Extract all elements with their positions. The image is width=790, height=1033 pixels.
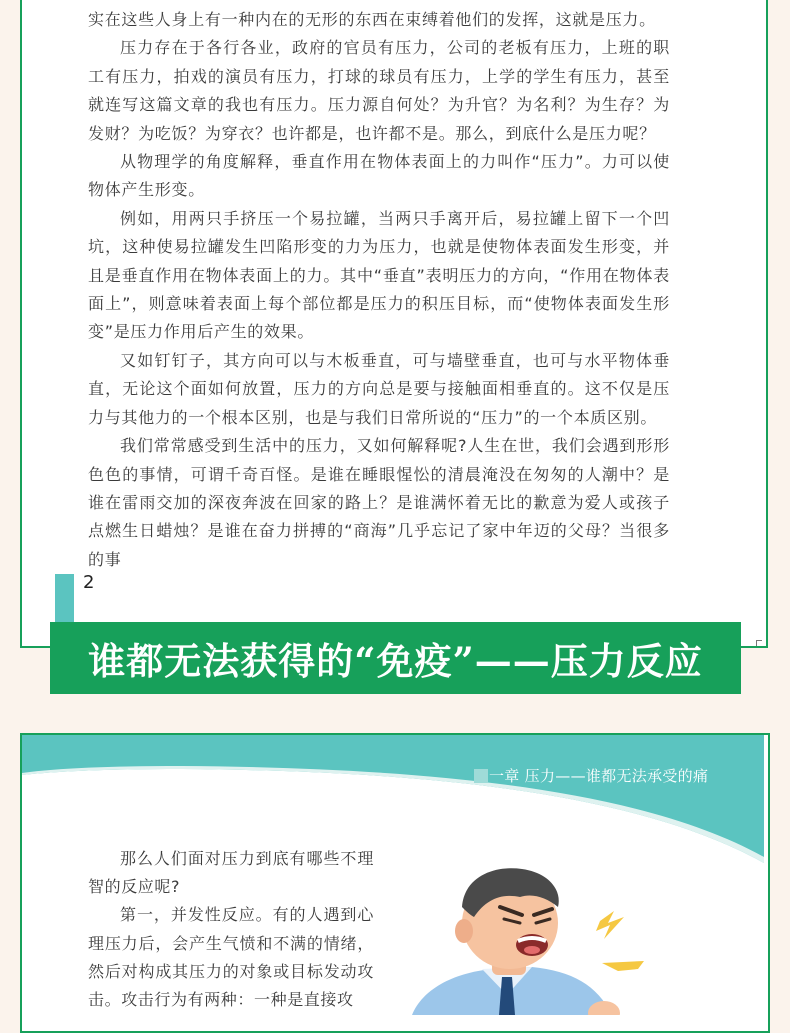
page2-body-text xyxy=(88,845,374,1014)
page1-body-text xyxy=(88,6,670,574)
chapter-header xyxy=(474,765,708,786)
chapter-marker-block xyxy=(474,769,488,783)
paragraph: 从物理学的角度解释，垂直作用在物体表面上的力叫作“压力”。力可以使物体产生形变。 xyxy=(88,152,670,200)
crop-mark xyxy=(756,640,762,646)
chapter-header-text: 一章 压力——谁都无法承受的痛 xyxy=(489,767,709,785)
paragraph: 又如钉钉子，其方向可以与木板垂直，可与墙壁垂直，也可与水平物体垂直，无论这个面如何放置，压力的方向总是要与接触面相垂直的。这不仅是压力与其他力的一个根本区别，也是与我们日常所说的“压力”的一个本质区别。 xyxy=(88,350,670,427)
angry-man-illustration xyxy=(382,845,682,1015)
paragraph: 例如，用两只手挤压一个易拉罐，当两只手离开后，易拉罐上留下一个凹坑，这种使易拉罐发生凹陷形变的力为压力，也就是使物体表面发生形变，并且是垂直作用在物体表面上的力。其中“垂直”表明压力的方向，“作用在物体表面上”，则意味着表面上每个部位都是压力的积压目标，而“使物体表面发生形变”是压力作用后产生的效果。 xyxy=(88,208,670,342)
paragraph: 压力存在于各行各业，政府的官员有压力，公司的老板有压力，上班的职工有压力，拍戏的演员有压力，打球的球员有压力，上学的学生有压力，甚至就连写这篇文章的我也有压力。压力源自何处？为升官？为名利？为生存？为发财？为吃饭？为穿衣？也许都是，也许都不是。那么，到底什么是压力呢？ xyxy=(88,38,670,143)
page-number: 2 xyxy=(83,572,95,593)
section-title: 谁都无法获得的“免疫”——压力反应 xyxy=(88,639,703,683)
paragraph: 实在这些人身上有一种内在的无形的东西在束缚着他们的发挥，这就是压力。 xyxy=(88,10,656,29)
paragraph: 我们常常感受到生活中的压力，又如何解释呢?人生在世，我们会遇到形形色色的事情，可谓千奇百怪。是谁在睡眼惺忪的清晨淹没在匆匆的人潮中？是谁在雷雨交加的深夜奔波在回家的路上？是谁满怀着无比的歉意为爱人或孩子点燃生日蜡烛？是谁在奋力拼搏的“商海”几乎忘记了家中年迈的父母？当很多的事 xyxy=(88,436,670,569)
page-number-bar xyxy=(55,574,74,624)
page-bottom xyxy=(20,733,770,1033)
paragraph: 第一，并发性反应。有的人遇到心理压力后，会产生气愤和不满的情绪，然后对构成其压力的对象或目标发动攻击。攻击行为有两种：一种是直接攻 xyxy=(88,905,374,1010)
paragraph: 那么人们面对压力到底有哪些不理智的反应呢? xyxy=(88,849,374,897)
section-title-banner xyxy=(50,622,741,694)
